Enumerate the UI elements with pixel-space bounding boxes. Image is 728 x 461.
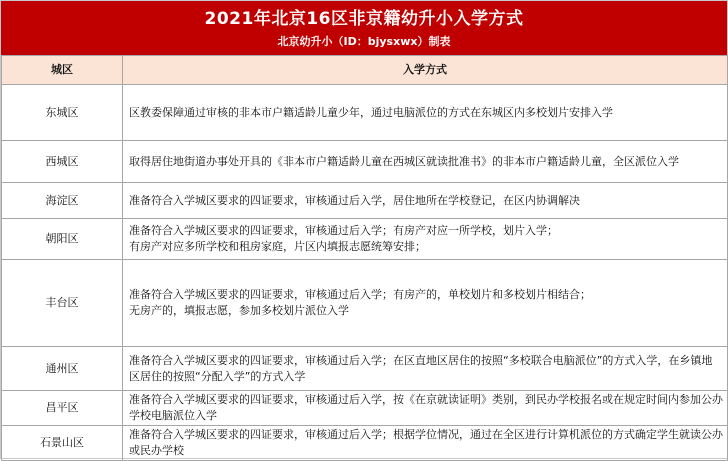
method-text: 准备符合入学城区要求的四证要求，审核通过后入学，居住地所在学校登记，在区内协调解决 xyxy=(129,193,580,207)
subtitle: 北京幼升小（ID：bjysxwx）制表 xyxy=(277,35,451,48)
method-cell xyxy=(123,85,728,141)
table-row xyxy=(2,260,728,347)
district-cell: 石景山区 xyxy=(2,426,123,461)
column-header-method: 入学方式 xyxy=(123,56,728,85)
district-cell: 朝阳区 xyxy=(2,219,123,260)
district-cell: 西城区 xyxy=(2,141,123,183)
table-row xyxy=(2,347,728,391)
district-cell: 海淀区 xyxy=(2,183,123,219)
method-cell xyxy=(123,141,728,183)
column-header-district: 城区 xyxy=(2,56,123,85)
method-cell xyxy=(123,391,728,426)
method-text: 准备符合入学城区要求的四证要求，审核通过后入学；在区直地区居住的按照“多校联合电脑派位”的方式入学，在乡镇地区居住的按照“分配入学”的方式入学 xyxy=(129,353,713,383)
enrollment-table xyxy=(1,55,728,461)
table-row xyxy=(2,219,728,260)
table-row xyxy=(2,85,728,141)
method-text: 准备符合入学城区要求的四证要求，审核通过后入学，按《在京就读证明》类别，到民办学校报名或在规定时间内参加公办学校电脑派位入学 xyxy=(129,393,723,422)
method-cell xyxy=(123,347,728,391)
district-cell: 通州区 xyxy=(2,347,123,391)
method-cell xyxy=(123,183,728,219)
page-title: 2021年北京16区非京籍幼升小入学方式 xyxy=(204,9,524,29)
method-text: 区教委保障通过审核的非本市户籍适龄儿童少年，通过电脑派位的方式在东城区内多校划片安排入学 xyxy=(129,105,613,119)
method-text: 准备符合入学城区要求的四证要求，审核通过后入学；有房产对应一所学校，划片入学； xyxy=(129,224,558,237)
table-row xyxy=(2,183,728,219)
method-text: 无房产的，填报志愿，参加多校划片派位入学 xyxy=(129,304,349,317)
method-text: 有房产对应多所学校和租房家庭，片区内填报志愿统筹安排； xyxy=(129,240,426,253)
method-text: 准备符合入学城区要求的四证要求，审核通过后入学；根据学位情况，通过在全区进行计算机派位的方式确定学生就读公办或民办学校 xyxy=(129,428,723,457)
method-cell xyxy=(123,426,728,461)
district-cell: 丰台区 xyxy=(2,260,123,347)
district-cell: 昌平区 xyxy=(2,391,123,426)
table-header-row xyxy=(2,56,728,85)
method-text: 取得居住地街道办事处开具的《非本市户籍适龄儿童在西城区就读批准书》的非本市户籍适龄儿童，全区派位入学 xyxy=(129,154,679,168)
method-text: 准备符合入学城区要求的四证要求，审核通过后入学；有房产的，单校划片和多校划片相结合； xyxy=(129,288,591,301)
table-row xyxy=(2,426,728,461)
table-row xyxy=(2,391,728,426)
title-banner xyxy=(1,1,727,55)
method-cell xyxy=(123,219,728,260)
district-cell: 东城区 xyxy=(2,85,123,141)
table-row xyxy=(2,141,728,183)
method-cell xyxy=(123,260,728,347)
